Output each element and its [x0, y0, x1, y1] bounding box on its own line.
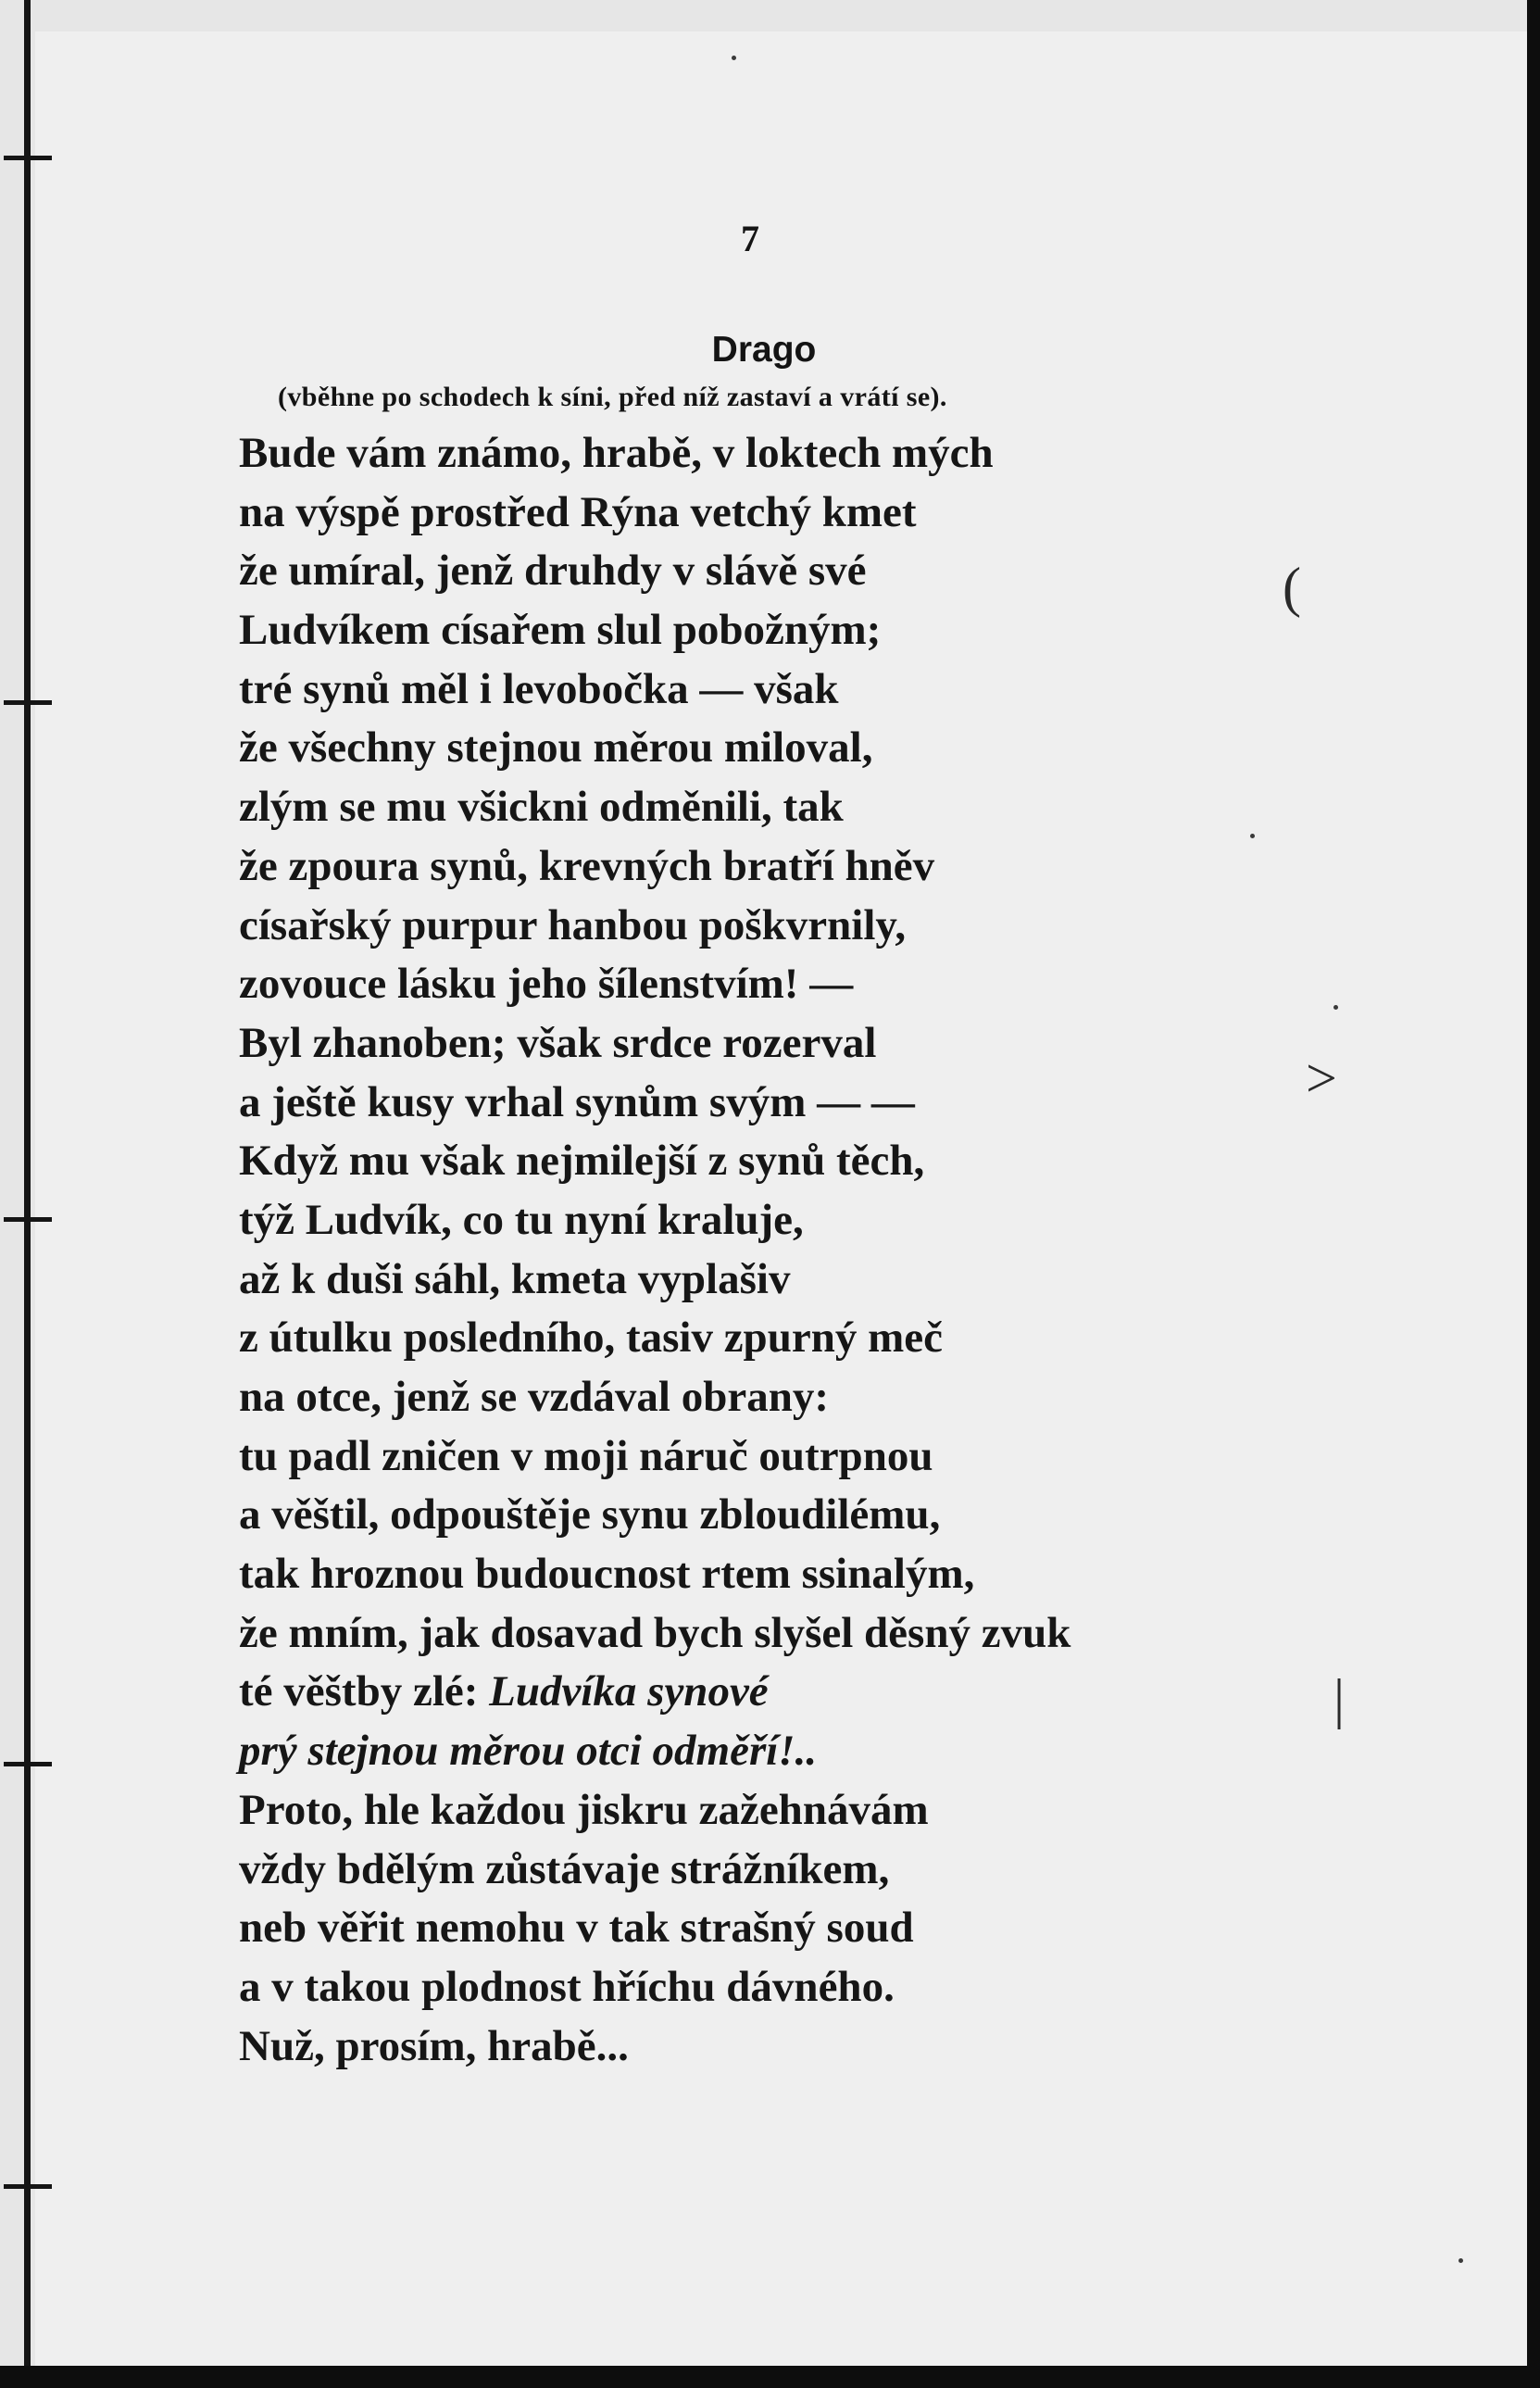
- speck: [1333, 1005, 1338, 1010]
- verse-line: zlým se mu všickni odměnili, tak: [239, 783, 844, 832]
- verse-line: že mním, jak dosavad bych slyšel děsný zvuk: [239, 1608, 1071, 1657]
- verse-line: a věštil, odpouštěje synu zbloudilému,: [239, 1490, 941, 1540]
- prophecy-italic: Ludvíka synové: [489, 1667, 769, 1716]
- margin-mark: |: [1333, 1668, 1346, 1729]
- verse-line: vždy bdělým zůstávaje strážníkem,: [239, 1844, 890, 1893]
- speaker-name: Drago: [711, 330, 817, 370]
- binding-mark: [4, 1217, 52, 1222]
- verse-line: Když mu však nejmilejší z synů těch,: [239, 1137, 925, 1186]
- binding-mark: [4, 700, 52, 705]
- scan-border-bottom: [0, 2366, 1540, 2388]
- verse-line: na otce, jenž se vzdával obrany:: [239, 1373, 830, 1421]
- verse-line-start: té věštby zlé:: [239, 1667, 490, 1716]
- verse-line: Bude vám známo, hrabě, v loktech mých: [239, 429, 994, 477]
- binding-edge: [24, 0, 31, 2388]
- verse-line: Ludvíkem císařem slul pobožným;: [239, 606, 882, 655]
- verse-line: na výspě prostřed Rýna vetchý kmet: [239, 487, 917, 536]
- verse-line: Nuž, prosím, hrabě...: [239, 2021, 629, 2070]
- binding-mark: [4, 1762, 52, 1766]
- verse-line: císařský purpur hanbou poškvrnily,: [239, 900, 907, 949]
- verse-line-italic: prý stejnou měrou otci odměří!..: [239, 1727, 818, 1776]
- verse-line: týž Ludvík, co tu nyní kraluje,: [239, 1195, 804, 1244]
- verse-line: Proto, hle každou jiskru zažehnávám: [239, 1785, 929, 1834]
- speck: [732, 56, 736, 60]
- scan-border-right: [1527, 0, 1540, 2388]
- verse-line: že umíral, jenž druhdy v slávě své: [239, 547, 867, 596]
- binding-mark: [4, 2184, 52, 2189]
- verse-line: že zpoura synů, krevných bratří hněv: [239, 841, 935, 890]
- verse-block: [239, 424, 1350, 2076]
- verse-line: Byl zhanoben; však srdce rozerval: [239, 1018, 877, 1067]
- speck: [1250, 834, 1255, 838]
- binding-mark: [4, 156, 52, 160]
- verse-line: a ještě kusy vrhal synům svým — —: [239, 1077, 915, 1126]
- margin-mark: >: [1306, 1048, 1337, 1109]
- stage-direction: (vběhne po schodech k síni, před níž zastaví a vrátí se).: [278, 382, 947, 412]
- verse-line: [239, 1663, 1350, 1722]
- verse-line: že všechny stejnou měrou miloval,: [239, 723, 873, 773]
- verse-line: neb věřit nemohu v tak strašný soud: [239, 1904, 914, 1953]
- margin-mark: (: [1283, 557, 1301, 618]
- verse-line: tak hroznou budoucnost rtem ssinalým,: [239, 1550, 975, 1599]
- page-number: 7: [741, 218, 759, 259]
- verse-line: a v takou plodnost hříchu dávného.: [239, 1962, 895, 2011]
- verse-line: až k duši sáhl, kmeta vyplašiv: [239, 1254, 791, 1303]
- verse-line: tré synů měl i levobočka — však: [239, 664, 839, 713]
- verse-line: zovouce lásku jeho šílenstvím! —: [239, 960, 854, 1009]
- speck: [1459, 2258, 1463, 2263]
- verse-line: z útulku posledního, tasiv zpurný meč: [239, 1313, 943, 1363]
- verse-line: tu padl zničen v moji náruč outrpnou: [239, 1431, 933, 1480]
